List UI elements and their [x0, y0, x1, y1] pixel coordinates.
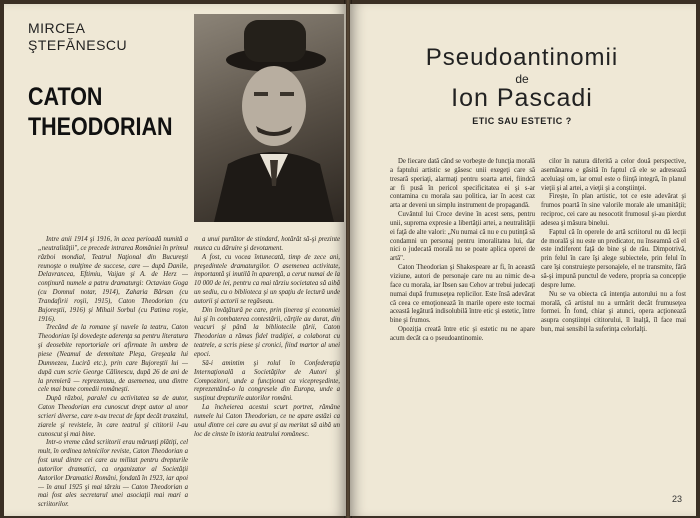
left-column-1 — [38, 236, 188, 508]
paragraph: Din învăţătură pe care, prin ţinerea şi economiei lui şi în combaterea contestării, cărţile au durat, din veacuri şi până la bibliotecile ţării, Caton Theodorian a rămas fidel tradiţiei, a colaborat cu teatrele, a scris piese şi cronici, fiind martor al unei epoci. — [194, 306, 340, 358]
paragraph: a unui purtător de stindard, hotărât să-şi prezinte munca cu dăruire şi devotament. — [194, 236, 340, 252]
paragraph: Caton Theodorian şi Shakespeare ar fi, în această viziune, autori de personaje care nu au nimic de-a face cu morala, iar Ibsen sau Cehov ar trebui judecaţi numai după frumuseţea replicilor. Este însă adevărat că ceea ce emoţionează în marile opere este tocmai această legătură indisolubilă între etic şi estetic, între bine şi frumos. — [390, 264, 535, 325]
paragraph: Intr-o vreme când scriitorii erau mărunţi plătiţi, cel mult, în ordinea tehnicilor reviste, Caton Theodorian a fost unul dintre cei care au militat pentru drepturile autorilor dramatici, ca organizator al Societăţii Autorilor Dramatici Români, fondată în 1923, iar apoi — în anul 1925 şi mai târziu — Caton Theodorian a mai fost ales secretarul unei asociaţii mai mari a scriitorilor. — [38, 439, 188, 508]
paragraph: Nu se va obiecta că intenţia autorului nu a fost morală, că artistul nu a urmărit decât frumuseţea formei. În fond, chiar şi atunci, opera acţionează asupra conştiinţei cititorului, îl înalţă, îl face mai bun, mai sensibil la suferinţa celorlalţi. — [541, 290, 686, 334]
article-title — [28, 82, 173, 142]
author-last-name: ŞTEFĂNESCU — [28, 37, 128, 53]
paragraph: Trecând de la romane şi nuvele la teatru, Caton Theodorian îşi dovedeşte aderenţa sa pentru literatura şi deosebite reportoriale ori afirmate în umbra de piese (Neamul de demnitate Pleşa, Greşeala lui Dumnezeu, Luciră etc.), prin care Bujoreştii lui — după cum scrie George Călinescu, după 26 de ani de la premieră — reprezentau, de asemenea, una dintre cele mai bune comedii româneşti. — [38, 324, 188, 394]
paragraph: La încheierea acestui scurt portret, rămâne numele lui Caton Theodorian, ce ne apare astăzi ca unul dintre cei care au avut şi au meritat să aibă un loc de cinste în istoria teatrului românesc. — [194, 404, 340, 438]
left-eyebrow — [254, 92, 268, 96]
left-page — [4, 4, 346, 516]
left-column-2 — [194, 236, 340, 508]
right-subtitle: ETIC SAU ESTETIC ? — [472, 116, 572, 126]
right-eyebrow — [280, 92, 294, 96]
author-name — [28, 20, 127, 54]
right-column-1 — [390, 158, 535, 504]
paragraph: Faptul că în operele de artă scriitorul nu dă lecţii de morală şi nu este un predicator, nu înseamnă că el este indiferent faţă de bine şi de rău. Dimpotrivă, prin felul în care îşi alege subiectele, prin felul în care îşi construieşte personajele, el ne transmite, fără să-şi impună punctul de vedere, propria sa concepţie despre lume. — [541, 228, 686, 289]
hat-crown — [244, 20, 306, 62]
paragraph: Opoziţia creată între etic şi estetic nu ne apare acum decât ca o pseudoantinomie. — [390, 326, 535, 342]
page-number: 23 — [672, 494, 683, 504]
right-column-2 — [541, 158, 686, 470]
paragraph: A fost, cu vocea întunecată, timp de zece ani, preşedintele dramaturgilor. O asemenea activitate, importantă şi inutilă în aparenţă, a cerut numai de la 10 000 de lei, pentru ca mai târziu societatea să aibă un sediu, cu o biblioteca şi un spaţiu de lectură unde autorii şi actorii se regăseau. — [194, 253, 340, 305]
portrait-photo — [194, 14, 344, 222]
right-title-de: de — [515, 72, 529, 86]
paragraph: Cuvântul lui Croce devine în acest sens, pentru unii, suprema expresie a libertăţii artei, a neutralităţii ei faţă de alte valori: „Nu numai că nu e cu putinţă să condamni un personaj pentru imoralitatea lui, dar nici o judecată morală nu se poate aplica operei de artă". — [390, 211, 535, 263]
paragraph: După război, paralel cu activitatea sa de autor, Caton Theodorian era cunoscut drept autor al unor scrieri diverse, care n-au trecut de fapt decât tranzitul, ziarele şi revistele, în care teatrul şi cititorii l-au cunoscut şi mai bine. — [38, 395, 188, 438]
author-first-name: MIRCEA — [28, 20, 86, 36]
right-title-line-1: Pseudoantinomii — [425, 44, 619, 71]
paragraph: Firește, în plan artistic, tot ce este adevărat şi frumos poartă în sine valorile morale ale umanităţii; reciproc, cei care au nesocotit frumosul şi-au pierdut adesea şi măsura binelui. — [541, 193, 686, 227]
paragraph: De fiecare dată când se vorbeşte de funcţia morală a faptului artistic se găsesc unii exegeţi care să tresară speriaţi, alarmaţi pentru soarta artei, fiindcă ar fi pusă în pericol specificitatea ei şi s-ar contamina cu morala sau politica, iar în acest caz arta ar deveni un simplu instrument de propagandă. — [390, 158, 535, 210]
paragraph: cilor în natura diferită a celor două perspective, asemănarea e găsită în faptul că ele se adresează aceluiaşi om, iar omul este o fiinţă integră, în planul vieţii şi al artei, a vieţii şi a conştiinţei. — [541, 158, 686, 192]
portrait-illustration — [194, 14, 344, 222]
right-article-heading — [360, 44, 684, 126]
paragraph: Să-i amintim şi rolul în Confederaţia Internaţională a Societăţilor de Autori şi Compozitori, unde a funcţionat ca vicepreşedinte, reprezentând-o la congresele din Europa, unde a susţinut drepturile autorilor români. — [194, 359, 340, 403]
right-title-line-2: Ion Pascadi — [451, 84, 593, 112]
title-line-2: THEODORIAN — [28, 113, 173, 141]
paragraph: Intre anii 1914 şi 1916, în acea perioadă numită a „neutralităţii", ce precede intrarea României în primul război mondial, Teatrul Naţional din Bucureşti reunoşte o mulţime de succese, care — după Danile, Delavrancea, Eftimiu, Vaijan şi A. de Herz — conţinură numele a patru dramaturgi: Octavian Goga (cu Domnul notar, 1914), Zaharia Bârsan (cu Trandafirii roşii, 1915), Caton Theodorian (cu Bujoreştii, 1916) şi Mihail Sorbul (cu Patima roşie, 1916). — [38, 236, 188, 323]
title-line-1: CATON — [28, 83, 103, 111]
